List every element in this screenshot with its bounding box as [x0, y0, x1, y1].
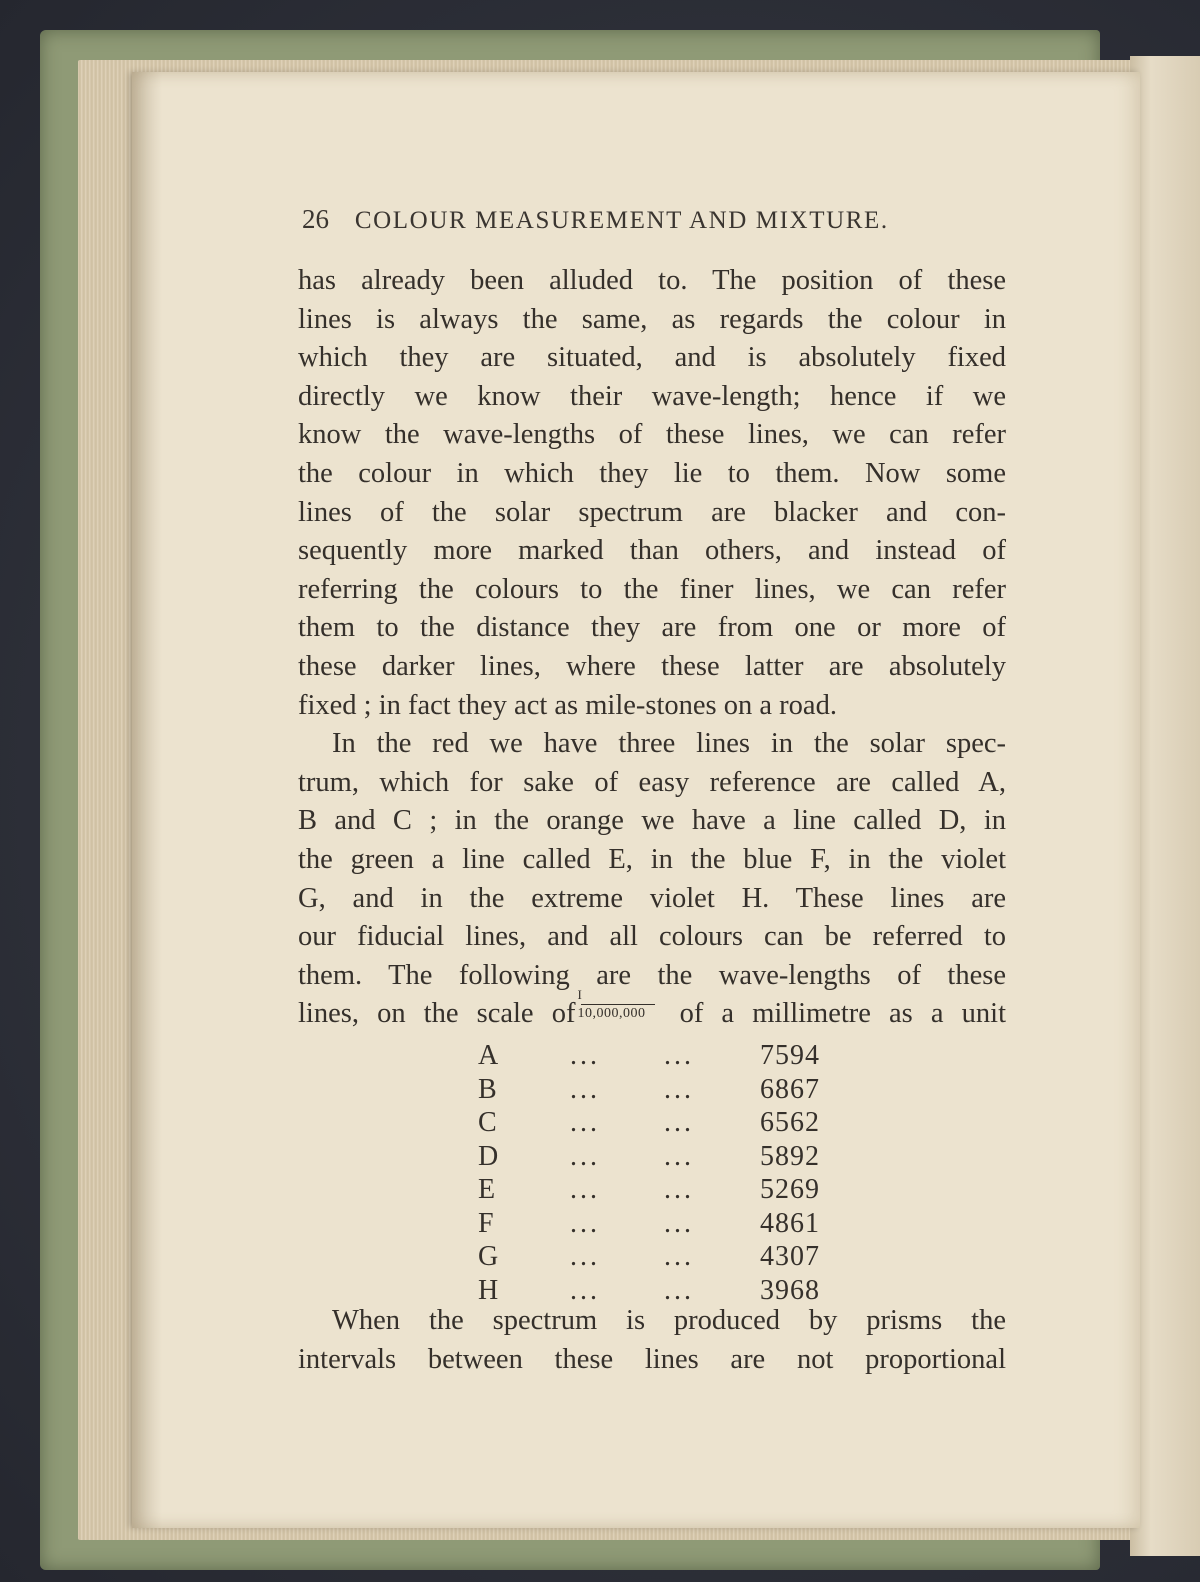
text-line: the green a line called E, in the blue F, in the violet	[298, 843, 1006, 875]
line-letter: H	[478, 1274, 499, 1306]
table-row	[474, 1141, 854, 1175]
leader-dots: ...	[570, 1107, 600, 1138]
wavelength-value: 3968	[760, 1274, 820, 1306]
scale-line-after: of a millimetre as a unit	[679, 998, 1006, 1030]
body-text	[298, 262, 1006, 1034]
unit-fraction	[577, 987, 659, 1026]
gutter-shadow	[132, 72, 162, 1528]
text-line: When the spectrum is produced by prisms the	[332, 1305, 1006, 1336]
text-line: directly we know their wave-length; hence if we	[298, 380, 1006, 412]
text-line: them. The following are the wave-lengths of these	[298, 959, 1006, 991]
wavelength-table	[474, 1040, 854, 1308]
leader-dots: ...	[570, 1207, 600, 1239]
wavelength-value: 6867	[760, 1073, 820, 1105]
closing-paragraph	[298, 1302, 1006, 1379]
text-line: sequently more marked than others, and instead of	[298, 535, 1006, 567]
wavelength-value: 5269	[760, 1174, 820, 1205]
leader-dots: ...	[570, 1274, 600, 1306]
line-letter: C	[478, 1107, 497, 1138]
text-line: the colour in which they lie to them. Now some	[298, 457, 1006, 489]
leader-dots: ...	[664, 1107, 694, 1138]
table-row	[474, 1208, 854, 1242]
page-number: 26	[302, 204, 329, 234]
facing-page-edge	[1130, 56, 1200, 1556]
scale-line	[298, 987, 1006, 1034]
wavelength-value: 6562	[760, 1107, 820, 1138]
text-line: G, and in the extreme violet H. These lines are	[298, 882, 1006, 914]
running-title: COLOUR MEASUREMENT AND MIXTURE.	[354, 207, 889, 234]
table-row	[474, 1040, 854, 1074]
text-line: referring the colours to the finer lines, we can refer	[298, 573, 1006, 605]
leader-dots: ...	[570, 1140, 600, 1172]
table-row	[474, 1107, 854, 1141]
table-row	[474, 1074, 854, 1108]
text-line: In the red we have three lines in the solar spec-	[332, 728, 1006, 760]
wavelength-value: 7594	[760, 1040, 820, 1071]
line-letter: E	[478, 1174, 496, 1205]
line-letter: G	[478, 1241, 499, 1272]
leader-dots: ...	[664, 1140, 694, 1172]
line-letter: A	[478, 1040, 499, 1071]
text-line: has already been alluded to. The position of these	[298, 265, 1006, 296]
line-letter: F	[478, 1207, 494, 1239]
leader-dots: ...	[570, 1174, 600, 1205]
leader-dots: ...	[570, 1241, 600, 1272]
text-line: B and C ; in the orange we have a line called D, in	[298, 805, 1006, 837]
wavelength-value: 5892	[760, 1140, 820, 1172]
fraction-bar	[581, 1004, 655, 1005]
line-letter: D	[478, 1140, 499, 1172]
text-line: know the wave-lengths of these lines, we can refer	[298, 419, 1006, 451]
wavelength-value: 4861	[760, 1207, 820, 1239]
text-line: intervals between these lines are not proportional	[298, 1343, 1006, 1375]
text-line: fixed ; in fact they act as mile-stones on a road.	[298, 689, 837, 721]
table-row	[474, 1241, 854, 1275]
text-line: our fiducial lines, and all colours can be referred to	[298, 921, 1006, 953]
leader-dots: ...	[570, 1073, 600, 1105]
leader-dots: ...	[664, 1040, 694, 1071]
leader-dots: ...	[664, 1241, 694, 1272]
leader-dots: ...	[664, 1274, 694, 1306]
leader-dots: ...	[664, 1073, 694, 1105]
running-header	[302, 204, 1002, 248]
text-line: these darker lines, where these latter are absolutely	[298, 650, 1006, 682]
table-row	[474, 1174, 854, 1208]
fraction-numerator: I	[577, 987, 582, 1003]
leader-dots: ...	[664, 1207, 694, 1239]
text-line: lines is always the same, as regards the colour in	[298, 303, 1006, 335]
leader-dots: ...	[570, 1040, 600, 1071]
text-line: lines of the solar spectrum are blacker and con-	[298, 496, 1006, 528]
text-line: trum, which for sake of easy reference are called A,	[298, 766, 1006, 798]
text-line: them to the distance they are from one or more of	[298, 612, 1006, 644]
fraction-denominator: 10,000,000	[577, 1006, 646, 1022]
leader-dots: ...	[664, 1174, 694, 1205]
line-letter: B	[478, 1073, 497, 1105]
wavelength-value: 4307	[760, 1241, 820, 1272]
scale-line-before: lines, on the scale of	[298, 998, 576, 1030]
text-line: which they are situated, and is absolutely fixed	[298, 342, 1006, 374]
